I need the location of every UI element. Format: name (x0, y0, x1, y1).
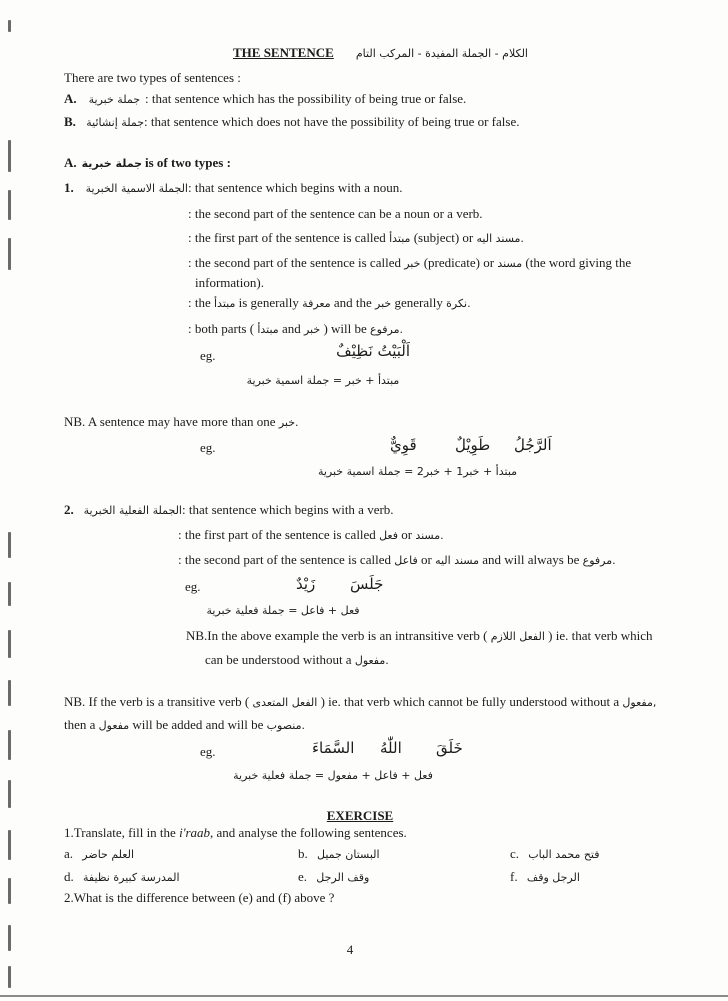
verbal-nb-intransitive-cont: can be understood without a مفعول. (205, 652, 389, 667)
nb-multiple-khabar: NB. A sentence may have more than one خبر. (64, 414, 299, 429)
nominal-point-3-cont: information). (195, 275, 264, 290)
nb2-analysis: فعل + فاعل + مفعول = جملة فعلية خبرية (233, 769, 433, 782)
nominal-point-1: : the second part of the sentence can be a noun or a verb. (188, 206, 483, 221)
exercise-item-d: d. المدرسة كبيرة نظيفة (64, 869, 180, 884)
nominal-analysis: مبتدأ + خبر = جملة اسمية خبرية (246, 374, 400, 387)
exercise-item-b: b. البستان جميل (298, 846, 380, 861)
verbal-nb-intransitive: NB.In the above example the verb is an intransitive verb ( الفعل اللازم ) ie. that verb which (186, 628, 653, 643)
binding-edge (0, 0, 22, 1001)
section-a-arabic: جملة خبرية (81, 157, 142, 170)
nb2-word-1: خَلَقَ (436, 739, 463, 757)
exercise-item-a: a. العلم حاضر (64, 846, 135, 861)
section-a-letter: A. (64, 155, 77, 170)
nb-transitive-cont: then a مفعول will be added and will be منصوب. (64, 717, 305, 732)
type-a-letter: A. (64, 91, 77, 106)
exercise-title: EXERCISE (326, 808, 394, 823)
verbal-point-1: : the first part of the sentence is called فعل or مسند. (178, 527, 444, 542)
verbal-point-2: : the second part of the sentence is called فاعل or مسند اليه and will always be مرفوع. (178, 552, 616, 567)
verbal-number: 2. (64, 502, 74, 517)
type-b-arabic: جملة إنشائية (86, 116, 144, 129)
exercise-item-f: f. الرجل وقف (510, 869, 580, 884)
exercise-question-1: 1.Translate, fill in the i'raab, and analyse the following sentences. (64, 825, 407, 840)
exercise-item-c: c. فتح محمد الباب (510, 846, 600, 861)
intro-text: There are two types of sentences : (64, 70, 241, 85)
exercise-item-e: e. وقف الرجل (298, 869, 370, 884)
nb-transitive: NB. If the verb is a transitive verb ( الفعل المتعدى ) ie. that verb which cannot be fully understood without a مفعول, (64, 694, 657, 709)
verbal-analysis: فعل + فاعل = جملة فعلية خبرية (206, 604, 360, 617)
section-a-text: is of two types : (145, 155, 231, 170)
type-b-text: : that sentence which does not have the possibility of being true or false. (144, 114, 520, 129)
verbal-definition: : that sentence which begins with a verb. (182, 502, 394, 517)
type-a-arabic: جملة خبرية (88, 93, 140, 106)
nb1-eg-label: eg. (200, 440, 216, 455)
nominal-point-3: : the second part of the sentence is called خبر (predicate) or مسند (the word giving the (188, 255, 632, 270)
nb2-eg-label: eg. (200, 744, 216, 759)
type-a-text: : that sentence which has the possibility of being true or false. (145, 91, 467, 106)
nb1-word-2: طَوِيْلٌ (455, 436, 491, 454)
verbal-arabic: الجملة الفعلية الخبرية (83, 504, 182, 517)
page-number: 4 (346, 942, 354, 957)
bottom-rule (0, 995, 728, 997)
verbal-word-1: جَلَسَ (350, 575, 384, 593)
nominal-arabic: الجملة الاسمية الخبرية (85, 182, 188, 195)
nb1-analysis: مبتدأ + خبر1 + خبر2 = جملة اسمية خبرية (317, 465, 518, 478)
nominal-number: 1. (64, 180, 74, 195)
title-arabic: الكلام - الجملة المفيدة - المركب التام (355, 47, 528, 60)
verbal-word-2: زَيْدٌ (296, 575, 316, 593)
page-title: THE SENTENCE (233, 45, 334, 60)
nb2-word-3: السَّمَاءَ (312, 739, 355, 757)
nb2-word-2: اللّٰهُ (380, 739, 402, 757)
type-b-letter: B. (64, 114, 76, 129)
verbal-eg-label: eg. (185, 579, 201, 594)
nominal-point-2: : the first part of the sentence is called مبتدأ (subject) or مسند اليه. (188, 230, 524, 245)
nominal-point-5: : both parts ( مبتدأ and خبر ) will be مرفوع. (188, 321, 403, 336)
nominal-example: اَلْبَيْتُ نَظِيْفٌ (336, 342, 410, 360)
nominal-eg-label: eg. (200, 348, 216, 363)
nominal-point-4: : the مبتدأ is generally معرفة and the خبر generally نكرة. (188, 295, 471, 310)
nominal-definition: : that sentence which begins with a noun. (188, 180, 403, 195)
exercise-question-2: 2.What is the difference between (e) and (f) above ? (64, 890, 335, 905)
nb1-word-1: اَلرَّجُلُ (514, 436, 552, 454)
nb1-word-3: قَوِيٌّ (390, 436, 417, 454)
